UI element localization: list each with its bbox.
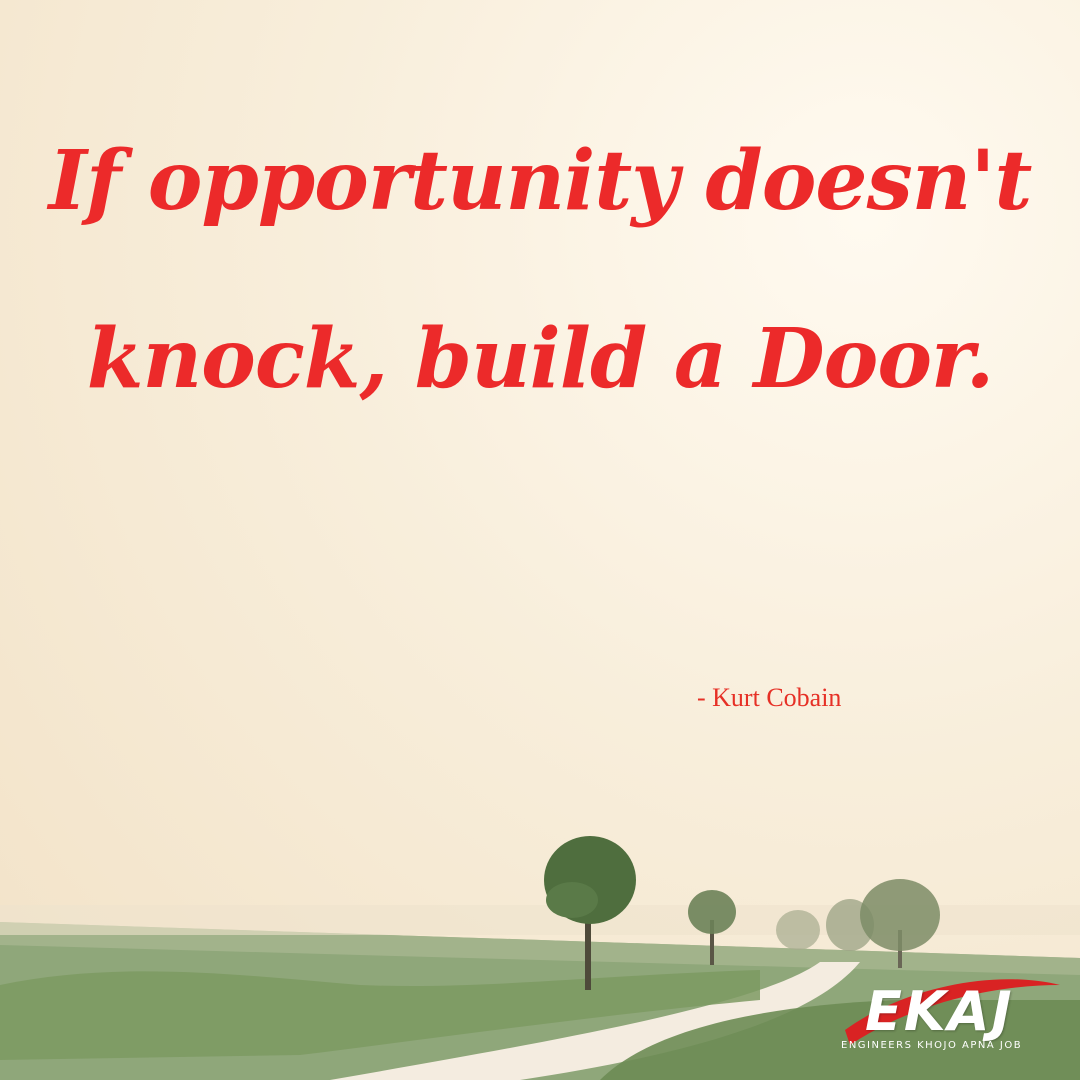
quote-text: If opportunity doesn't knock, build a Door. xyxy=(48,133,1032,407)
logo-wordmark: EKAJ xyxy=(865,980,1014,1043)
ekaj-logo xyxy=(835,970,1060,1060)
logo-tagline: ENGINEERS KHOJO APNA JOB xyxy=(841,1040,1023,1051)
quote-author: - Kurt Cobain xyxy=(697,683,842,712)
